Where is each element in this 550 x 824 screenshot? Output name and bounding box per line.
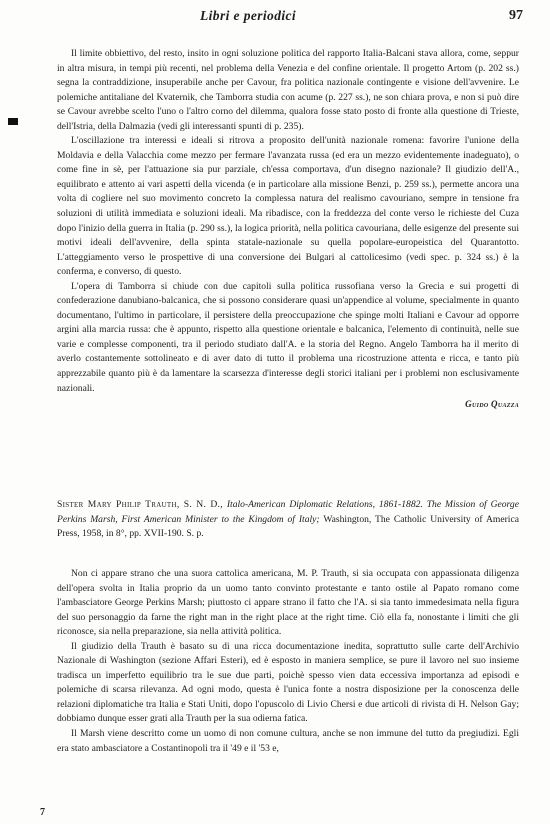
book-author: Sister Mary Philip Trauth, S. N. D., bbox=[57, 499, 223, 510]
review-citation bbox=[57, 498, 519, 542]
running-header bbox=[0, 8, 550, 30]
review-continuation bbox=[57, 47, 519, 412]
paragraph: Il giudizio della Trauth è basato su di una ricca documentazione inedita, soprattutto sulle carte dell'Archivio Nazionale di Washington (sezione Affari Esteri), ed è esposto in maniera semplice, se pure il lavoro nel suo insieme tradisca un imperfetto equilibrio tra le sue due parti, poichè spesso vien data eccessiva importanza ad episodi e polemiche di scarsa rilevanza. Ad ogni modo, questa è l'unica fonte a nostra disposizione per la conoscenza delle relazioni diplomatiche tra Italia e Stati Uniti, dopo l'opuscolo di Livio Chersi e due articoli di rivista di H. Nelson Gay; dobbiamo dunque esser grati alla Trauth per la sua odierna fatica. bbox=[57, 640, 519, 725]
review-text bbox=[57, 567, 519, 756]
corner-mark: 7 bbox=[40, 807, 45, 818]
book-publication: Washington, The Catholic University of America Press, 1958, in 8°, pp. XVII-190. S. p. bbox=[57, 513, 519, 540]
paragraph: L'opera di Tamborra si chiude con due capitoli sulla politica russofiana verso la Grecia e sui progetti di confederazione danubiano-balcanica, che si possono considerare quasi un'appendice al volume, specialmente in quanto documentano, l'ultimo in particolare, il persistere della preoccupazione che spinge molti Italiani e Cavour ad opporre argini alla marcia russa: che è appunto, rispetto alla questione orientale e balcanica, l'elemento di continuità, nelle sue varie e complesse componenti, tra il periodo studiato dall'A. e la storia del Regno. Angelo Tamborra ha il merito di averlo costantemente sottolineato e di aver dato di tutto il problema una ricostruzione attenta e ricca, e tanto più apprezzabile quanto più è da lamentare la scarsezza d'interesse degli storici italiani per i problemi non esclusivamente nazionali. bbox=[57, 280, 519, 394]
margin-mark-icon bbox=[8, 118, 18, 125]
paragraph: L'oscillazione tra interessi e ideali si ritrova a proposito dell'unità nazionale romena: favorire l'unione della Moldavia e della Valacchia come mezzo per fermare l'avanzata russa (ed era un mezzo evidentemente inadeguato), o come fine in sè, per l'attuazione sia pur parziale, ch'essa comportava, d'un disegno nazionale? Il giudizio dell'A., equilibrato e attento ai vari aspetti della vicenda (e in particolare alla missione Benzi, p. 259 ss.), permette ancora una volta di cogliere nel suo movimento concreto la complessa natura del realismo cavouriano, sempre in tensione fra soluzioni di utilità immediata e soluzioni ideali. Ma ribadisce, con la freddezza del conte verso le richieste del Cuza dopo l'inizio della guerra in Italia (p. 290 ss.), la logica priorità, nella politica cavouriana, delle esigenze del presente sui motivi ideali dell'avvenire, della spinta statale-nazionale su quella popolare-europeistica del Quarantotto. L'atteggiamento verso le prospettive di una conversione dei Bulgari al cattolicesimo (vedi spec. p. 324 ss.) è la conferma, e converso, di questo. bbox=[57, 135, 519, 278]
reviewer-signature: Guido Quazza bbox=[465, 399, 519, 410]
paragraph: Non ci appare strano che una suora cattolica americana, M. P. Trauth, si sia occupata con appassionata diligenza dell'opera svolta in Italia proprio da un uomo tanto convinto protestante e tanto ostile al Papato romano come l'ambasciatore George Perkins Marsh; piuttosto ci appare strano il fatto che l'A. si sia tanto immedesimata nella figura del suo personaggio da farne the right man in the right place at the right time. Ciò ella fa, nonostante i limiti che gli riconosce, sia nella preparazione, sia nella attività politica. bbox=[57, 568, 519, 638]
running-title: Libri e periodici bbox=[200, 8, 297, 23]
paragraph: Il Marsh viene descritto come un uomo di non comune cultura, anche se non immune del tutto da pregiudizi. Egli era stato ambasciatore a Costantinopoli tra il '49 e il '53 e, bbox=[57, 728, 519, 754]
paragraph: Il limite obbiettivo, del resto, insito in ogni soluzione politica del rapporto Italia-Balcani stava allora, come, seppur in altra misura, in tempi più recenti, nel problema della Venezia e del confine orientale. Il progetto Artom (p. 202 ss.) segna la contraddizione, insuperabile anche per Cavour, fra politica nazionale contingente e visione dell'avvenire. Le polemiche antitaliane del Kvaternik, che Tamborra studia con acume (p. 227 ss.), ne son chiara prova, e non si può dire se Cavour avrebbe scelto l'uno o l'altro corno del dilemma, qualora fosse stato posto di fronte alla questione di Trieste, dell'Istria, della Dalmazia (vedi gli interessanti spunti di p. 235). bbox=[57, 48, 519, 132]
page-number: 97 bbox=[509, 8, 523, 23]
book-title: Italo-American Diplomatic Relations, 1861-1882. The Mission of George Perkins Marsh, First American Minister to the Kingdom of Italy; bbox=[57, 499, 519, 525]
